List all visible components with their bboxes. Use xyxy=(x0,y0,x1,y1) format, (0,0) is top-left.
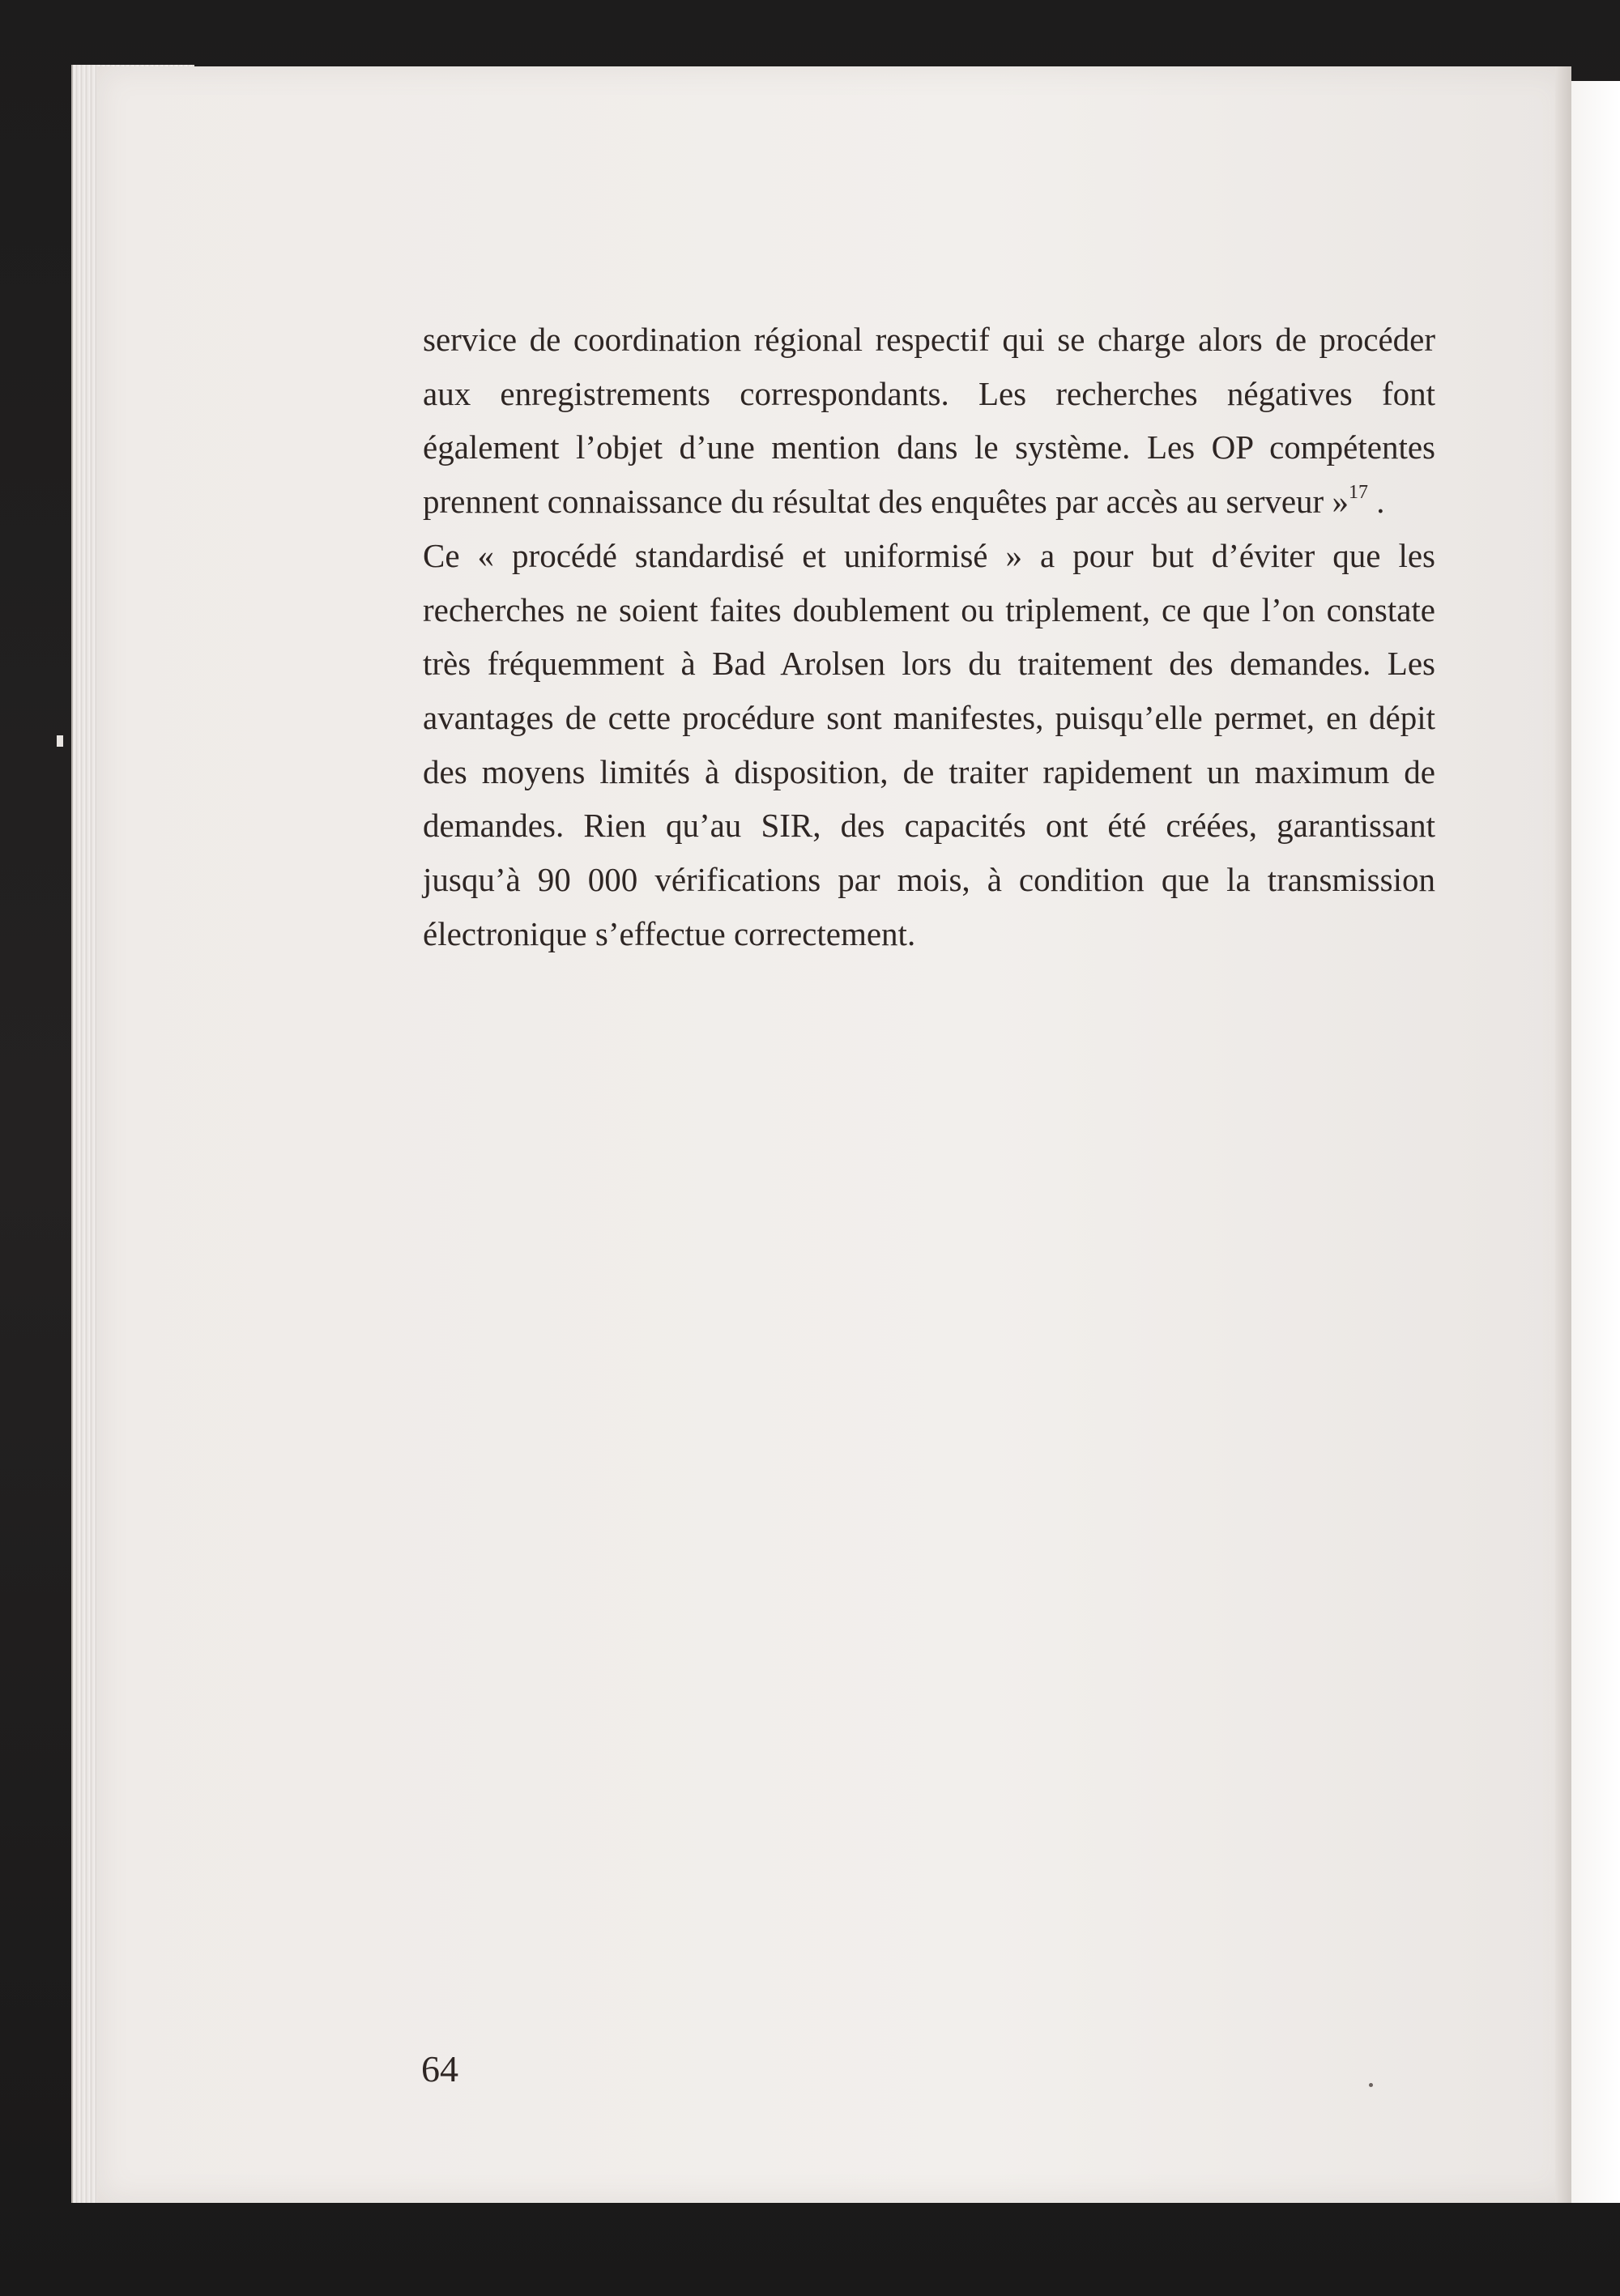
paragraph-2 xyxy=(423,529,1435,961)
page-number: 64 xyxy=(421,2048,458,2089)
paragraph-1-end: . xyxy=(1367,483,1385,521)
facing-page-edge xyxy=(1571,81,1620,2203)
paragraph-1-text: service de coordination régional respectif qui se charge alors de procéder aux enregistrements correspondants. Les recherches négatives font également l’objet d’une mention dans le système. Les OP compétentes prennent connaissance du résultat des enquêtes par accès au serveur » xyxy=(423,321,1435,521)
paragraph-1 xyxy=(423,313,1435,529)
margin-mark xyxy=(57,735,63,747)
paragraph-2-text: Ce « procédé standardisé et uniformisé » a pour but d’éviter que les recherches ne soient faites doublement ou triplement, ce que l’on constate très fréquemment à Bad Arolsen lors du traitement des demandes. Les avantages de cette procédure sont manifestes, puisqu’elle permet, en dépit des moyens limités à disposition, de traiter rapidement un maximum de demandes. Rien qu’au SIR, des capacités ont été créées, garantissant jusqu’à 90 000 vérifications par mois, à condition que la transmission électronique s’effectue correctement. xyxy=(423,536,1435,952)
gutter-shadow xyxy=(1555,66,1571,2203)
footnote-ref-17: 17 xyxy=(1348,482,1368,504)
body-text xyxy=(423,313,1435,961)
speck xyxy=(1369,2083,1373,2087)
